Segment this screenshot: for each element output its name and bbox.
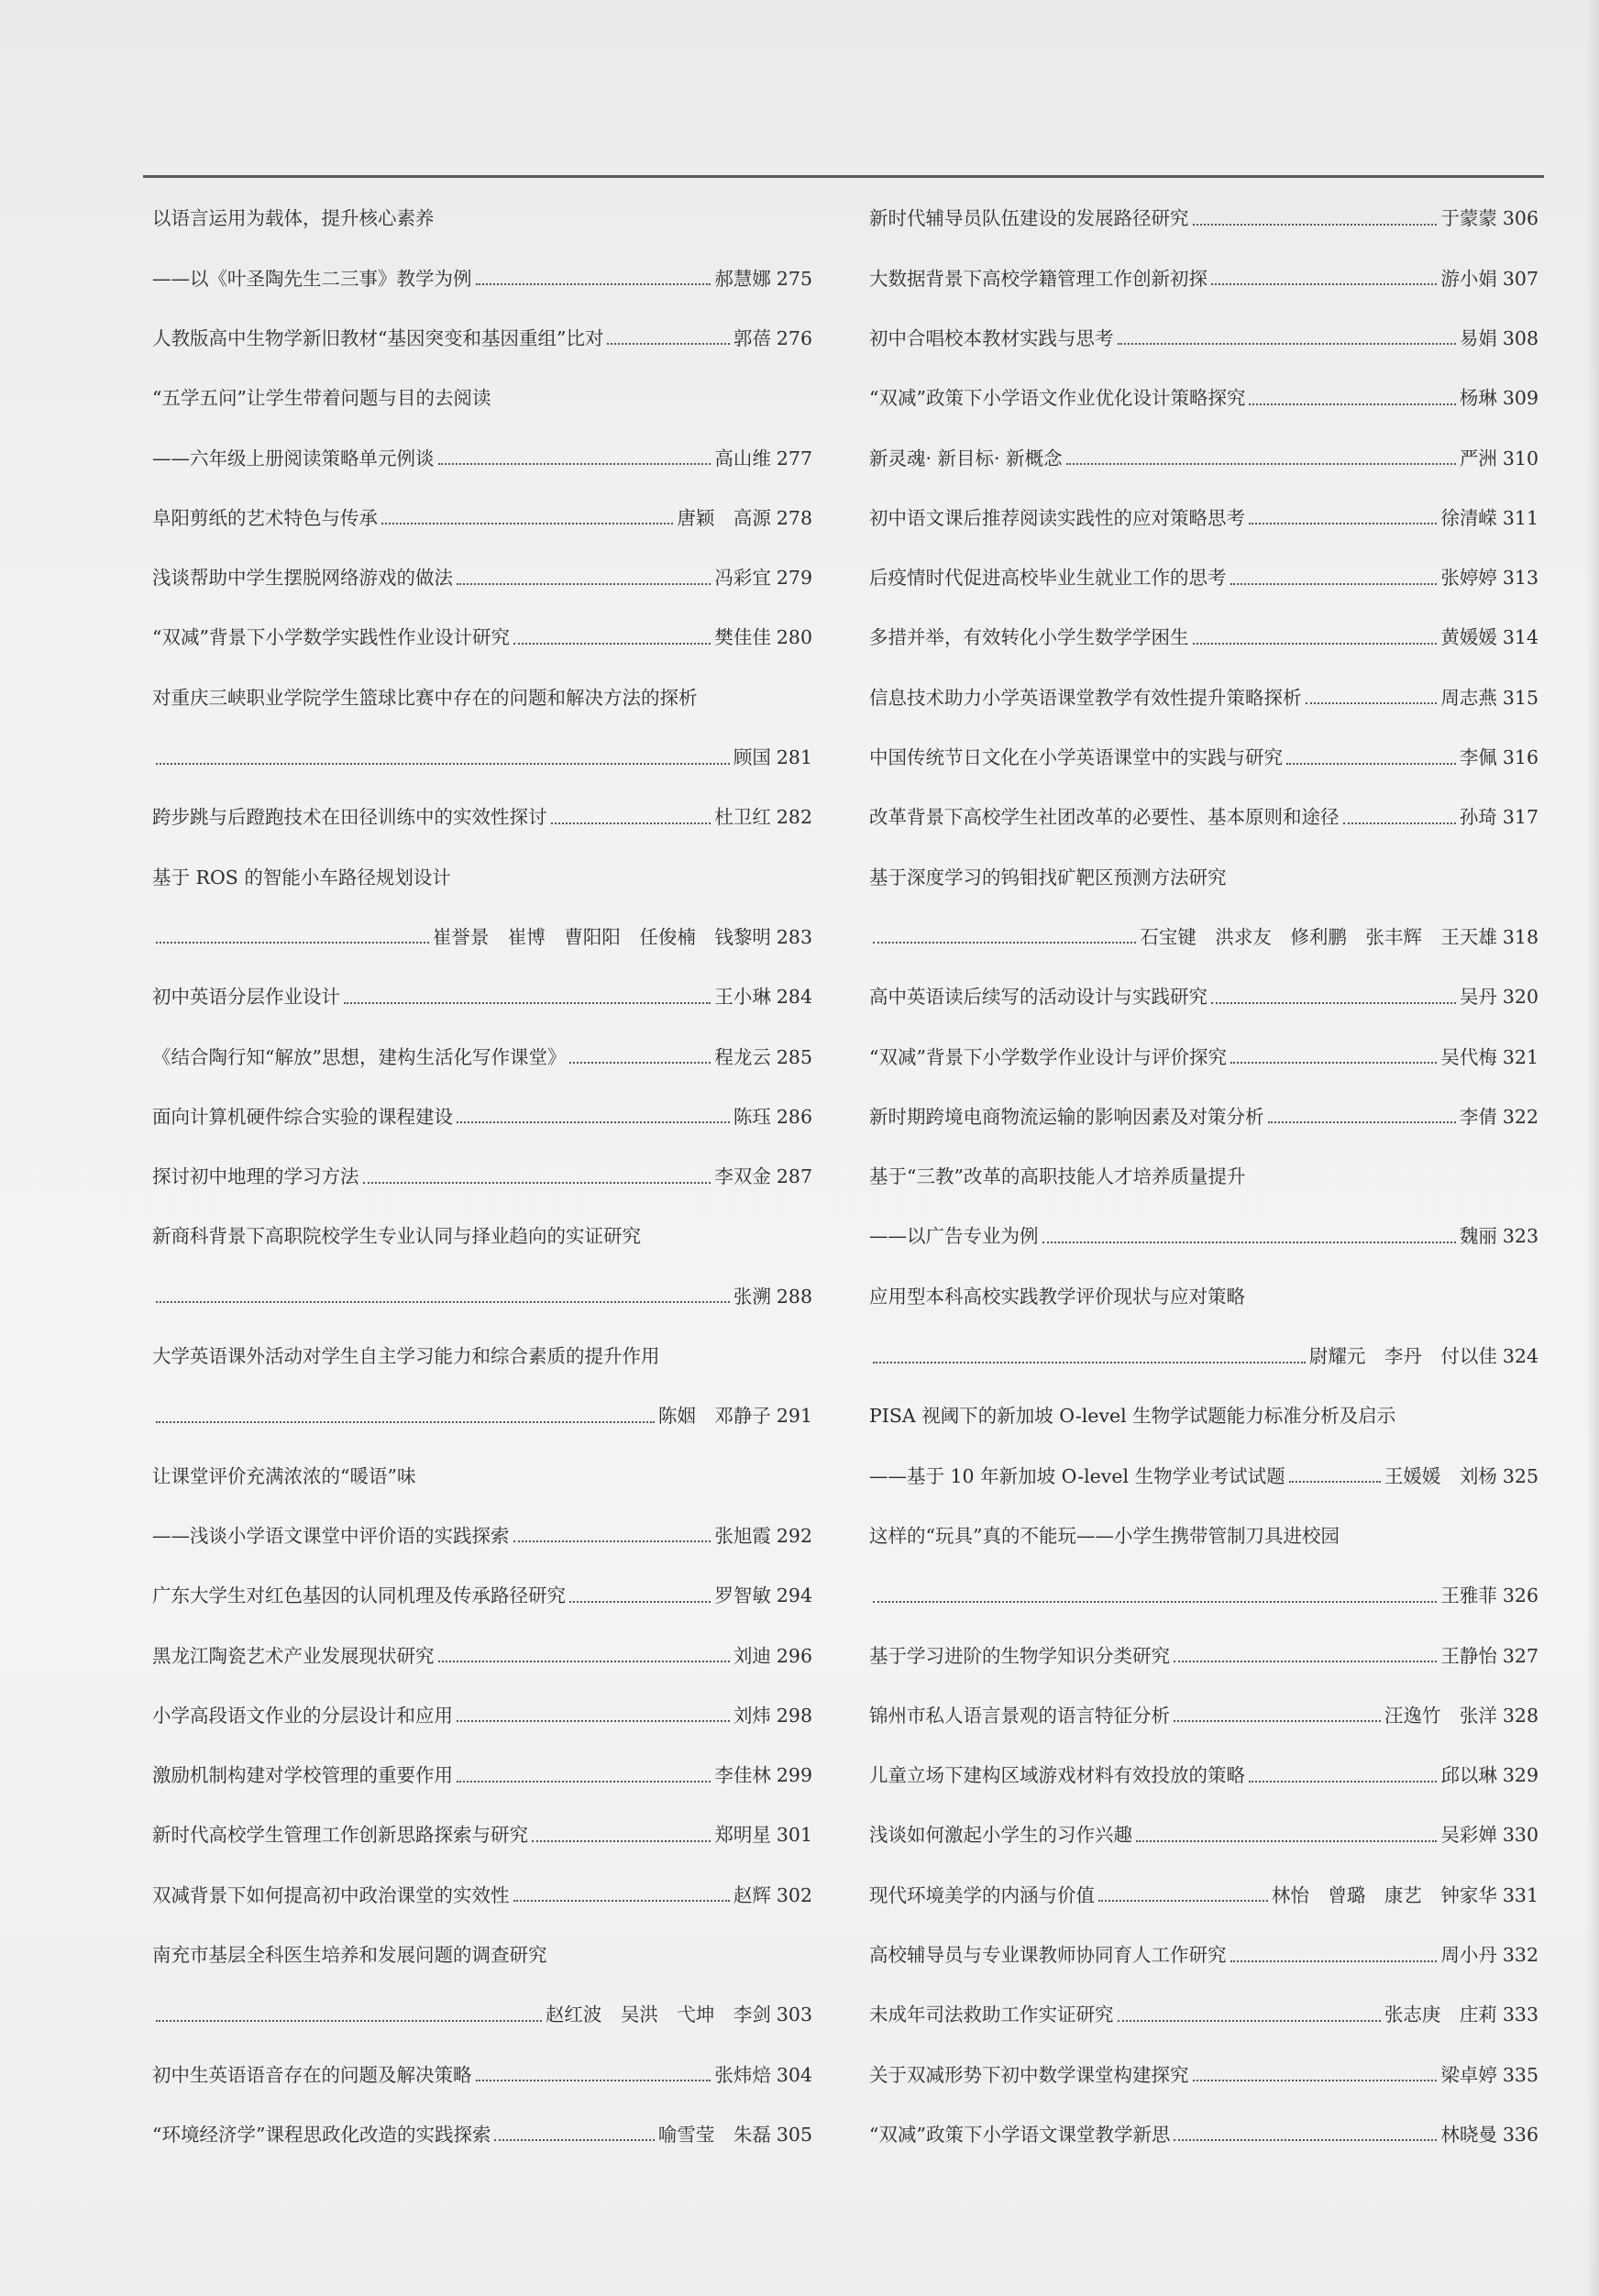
page-number: 336: [1502, 2123, 1538, 2146]
article-author: 顾国: [733, 746, 771, 769]
toc-entry: [152, 1685, 812, 1745]
article-title: 现代环境美学的内涵与价值: [869, 1883, 1095, 1906]
dot-leader: [156, 748, 730, 767]
article-title: 大学英语课外活动对学生自主学习能力和综合素质的提升作用: [152, 1345, 660, 1368]
dot-leader: [156, 1287, 730, 1307]
article-author: 张炜焙: [714, 2063, 771, 2086]
dot-leader: [1211, 988, 1456, 1007]
article-author: 张志庚 庄莉: [1384, 2003, 1497, 2026]
page-number: 283: [776, 925, 812, 948]
page-number: 329: [1502, 1764, 1538, 1787]
article-title: 这样的“玩具”真的不能玩——小学生携带管制刀具进校园: [869, 1524, 1340, 1547]
subtitle-dash: ——: [152, 1524, 190, 1547]
article-author: 王媛媛 刘杨: [1384, 1464, 1497, 1487]
dot-leader: [344, 988, 711, 1007]
page-number: 325: [1502, 1464, 1538, 1487]
article-title: 大数据背景下高校学籍管理工作创新初探: [869, 267, 1208, 290]
toc-entry: [869, 608, 1538, 668]
article-author: 郝慧娜: [714, 267, 771, 290]
page-number: 321: [1502, 1045, 1538, 1068]
article-author: 吴丹: [1459, 986, 1497, 1009]
dot-leader: [156, 928, 429, 947]
toc-entry: [869, 668, 1538, 727]
page-number: 281: [776, 746, 812, 769]
article-title: 阜阳剪纸的艺术特色与传承: [152, 506, 378, 529]
article-author: 王雅菲: [1440, 1584, 1497, 1607]
article-author: 孙琦: [1459, 806, 1497, 829]
article-title: 双减背景下如何提高初中政治课堂的实效性: [152, 1883, 510, 1906]
page-number: 323: [1502, 1225, 1538, 1248]
page-number: 288: [776, 1285, 812, 1308]
toc-heading-line: [152, 1327, 812, 1386]
toc-entry: [152, 248, 812, 308]
dot-leader: [1193, 628, 1438, 647]
article-title: 高校辅导员与专业课教师协同育人工作研究: [869, 1944, 1227, 1966]
page-number: 302: [776, 1883, 812, 1906]
article-author: 郑明星: [714, 1824, 771, 1847]
subtitle-dash: ——: [869, 1464, 907, 1487]
page-number: 284: [776, 986, 812, 1009]
dot-leader: [457, 1706, 730, 1726]
page-number: 291: [776, 1405, 812, 1428]
dot-leader: [1174, 1706, 1381, 1726]
dot-leader: [457, 1766, 711, 1785]
toc-heading-line: [152, 1926, 812, 1985]
page-number: 332: [1502, 1944, 1538, 1966]
page-number: 286: [776, 1105, 812, 1128]
dot-leader: [1174, 1647, 1437, 1666]
article-author: 尉耀元 李丹 付以佳: [1308, 1345, 1497, 1368]
page-number: 277: [776, 447, 812, 469]
article-author: 黄媛媛: [1440, 626, 1497, 649]
toc-entry: [869, 1746, 1538, 1805]
toc-heading-line: [869, 847, 1538, 907]
article-title: “五学五问”让学生带着问题与目的去阅读: [152, 387, 491, 410]
toc-heading-line: [152, 1207, 812, 1266]
article-title: 跨步跳与后蹬跑技术在田径训练中的实效性探讨: [152, 806, 547, 829]
dot-leader: [607, 329, 729, 348]
toc-entry: [152, 2105, 812, 2165]
article-title: 儿童立场下建构区域游戏材料有效投放的策略: [869, 1764, 1245, 1787]
article-author: 徐清嵘: [1440, 506, 1497, 529]
dot-leader: [873, 928, 1136, 947]
article-author: 李佳林: [714, 1764, 771, 1787]
subtitle-dash: ——: [152, 447, 190, 469]
toc-entry: [152, 1566, 812, 1626]
article-author: 严洲: [1459, 447, 1497, 469]
dot-leader: [494, 2125, 654, 2145]
dot-leader: [1230, 1048, 1437, 1067]
toc-entry: [869, 1805, 1538, 1865]
dot-leader: [1249, 509, 1437, 528]
article-title: “双减”政策下小学语文课堂教学新思: [869, 2123, 1171, 2146]
article-title: 以语言运用为载体，提升核心素养: [152, 207, 435, 230]
article-title: 新灵魂· 新目标· 新概念: [869, 447, 1063, 469]
dot-leader: [1306, 689, 1438, 708]
dot-leader: [1042, 1227, 1456, 1246]
article-author: 崔誉景 崔博 曹阳阳 任俊楠 钱黎明: [432, 925, 771, 948]
toc-entry: [869, 2105, 1538, 2165]
article-title: 基于“三教”改革的高职技能人才培养质量提升: [869, 1165, 1246, 1188]
dot-leader: [381, 509, 673, 528]
article-title: PISA 视阈下的新加坡 O-level 生物学试题能力标准分析及启示: [869, 1405, 1396, 1428]
toc-entry: [869, 1087, 1538, 1146]
toc-heading-line: [152, 1446, 812, 1506]
page-number: 324: [1502, 1345, 1538, 1368]
article-title: 浅谈帮助中学生摆脱网络游戏的做法: [152, 567, 453, 590]
dot-leader: [1136, 1826, 1437, 1845]
page-number: 314: [1502, 626, 1538, 649]
page-number: 276: [776, 326, 812, 349]
page-number: 308: [1502, 326, 1538, 349]
dot-leader: [569, 1586, 711, 1606]
dot-leader: [1211, 270, 1437, 289]
toc-entry: [152, 548, 812, 608]
dot-leader: [438, 449, 711, 469]
page-number: 306: [1502, 207, 1538, 230]
toc-entry: [869, 488, 1538, 547]
toc-entry: [152, 1746, 812, 1805]
dot-leader: [873, 1586, 1437, 1606]
article-title: 浅谈如何激起小学生的习作兴趣: [869, 1824, 1132, 1847]
article-author: 樊佳佳: [714, 626, 771, 649]
toc-heading-line: [152, 847, 812, 907]
page-number: 331: [1502, 1883, 1538, 1906]
article-author: 刘炜: [733, 1704, 771, 1727]
article-title: 信息技术助力小学英语课堂教学有效性提升策略探析: [869, 686, 1302, 709]
toc-entry: [152, 488, 812, 547]
dot-leader: [513, 628, 711, 647]
dot-leader: [1174, 2125, 1437, 2145]
article-author: 李佩: [1459, 746, 1497, 769]
article-author: 张溯: [733, 1285, 771, 1308]
dot-leader: [1118, 2005, 1381, 2025]
toc-entry: [152, 728, 812, 788]
page-number: 315: [1502, 686, 1538, 709]
page-number: 322: [1502, 1105, 1538, 1128]
toc-entry: [869, 788, 1538, 847]
toc-entry: [152, 1805, 812, 1865]
article-author: 喻雪莹 朱磊: [657, 2123, 771, 2146]
toc-entry: [869, 248, 1538, 308]
article-author: 周小丹: [1440, 1944, 1497, 1966]
toc-entry: [152, 1087, 812, 1146]
toc-heading-line: [869, 1386, 1538, 1446]
dot-leader: [156, 2005, 542, 2025]
dot-leader: [457, 1108, 730, 1127]
page-number: 318: [1502, 925, 1538, 948]
toc-entry: [869, 1685, 1538, 1745]
dot-leader: [1230, 568, 1438, 588]
article-author: 张婷婷: [1440, 567, 1497, 590]
dot-leader: [1118, 329, 1456, 348]
article-title: 多措并举，有效转化小学生数学学困生: [869, 626, 1189, 649]
toc-entry: [152, 1626, 812, 1685]
toc-entry: [152, 908, 812, 967]
article-title: 基于深度学习的钨钼找矿靶区预测方法研究: [869, 866, 1227, 889]
page-number: 285: [776, 1045, 812, 1068]
page-number: 278: [776, 506, 812, 529]
article-title: 让课堂评价充满浓浓的“暖语”味: [152, 1464, 416, 1487]
article-title: 对重庆三峡职业学院学生篮球比赛中存在的问题和解决方法的探析: [152, 686, 698, 709]
toc-entry: [869, 1446, 1538, 1506]
article-author: 汪逸竹 张洋: [1384, 1704, 1497, 1727]
article-author: 于蒙蒙: [1440, 207, 1497, 230]
article-author: 陈姻 邓静子: [657, 1405, 771, 1428]
dot-leader: [363, 1167, 711, 1187]
article-author: 林怡 曾璐 康艺 钟家华: [1271, 1883, 1497, 1906]
toc-entry: [869, 1926, 1538, 1985]
toc-entry: [152, 967, 812, 1027]
article-title: 锦州市私人语言景观的语言特征分析: [869, 1704, 1170, 1727]
toc-entry: [869, 1626, 1538, 1685]
dot-leader: [873, 1347, 1306, 1366]
toc-entry: [869, 548, 1538, 608]
page-number: 333: [1502, 2003, 1538, 2026]
toc-entry: [152, 608, 812, 668]
article-title: 面向计算机硬件综合实验的课程建设: [152, 1105, 453, 1128]
dot-leader: [457, 568, 711, 588]
dot-leader: [1098, 1886, 1268, 1905]
article-author: 邱以琳: [1440, 1764, 1497, 1787]
article-author: 易娟: [1459, 326, 1497, 349]
toc-entry: [152, 2045, 812, 2104]
dot-leader: [1193, 2066, 1438, 2085]
page-number: 327: [1502, 1644, 1538, 1667]
article-title: 广东大学生对红色基因的认同机理及传承路径研究: [152, 1584, 566, 1607]
page-number: 317: [1502, 806, 1538, 829]
article-title: 黑龙江陶瓷艺术产业发展现状研究: [152, 1644, 435, 1667]
dot-leader: [438, 1647, 730, 1666]
toc-entry: [152, 1507, 812, 1566]
article-author: 高山维: [714, 447, 771, 469]
page-number: 320: [1502, 986, 1538, 1009]
article-title: 应用型本科高校实践教学评价现状与应对策略: [869, 1285, 1245, 1308]
toc-heading-line: [152, 668, 812, 727]
page-number: 330: [1502, 1824, 1538, 1847]
article-title: 关于双减形势下初中数学课堂构建探究: [869, 2063, 1189, 2086]
article-title: “环境经济学”课程思政化改造的实践探索: [152, 2123, 491, 2146]
toc-entry: [152, 788, 812, 847]
dot-leader: [513, 1527, 711, 1546]
page-number: 301: [776, 1824, 812, 1847]
toc-entry: [869, 1566, 1538, 1626]
article-title: 初中英语分层作业设计: [152, 986, 340, 1009]
toc-entry: [869, 189, 1538, 248]
article-subtitle: 六年级上册阅读策略单元例谈: [190, 447, 435, 469]
article-title: 新时期跨境电商物流运输的影响因素及对策分析: [869, 1105, 1264, 1128]
article-author: 张旭霞: [714, 1524, 771, 1547]
article-title: “双减”背景下小学数学作业设计与评价探究: [869, 1045, 1227, 1068]
subtitle-dash: ——: [152, 267, 190, 290]
article-author: 杨琳: [1459, 387, 1497, 410]
page-number: 311: [1502, 506, 1538, 529]
page-number: 287: [776, 1165, 812, 1188]
toc-entry: [869, 1207, 1538, 1266]
toc-entry: [869, 309, 1538, 369]
toc-heading-line: [869, 1507, 1538, 1566]
page-number: 296: [776, 1644, 812, 1667]
article-title: 后疫情时代促进高校毕业生就业工作的思考: [869, 567, 1227, 590]
page-number: 275: [776, 267, 812, 290]
dot-leader: [1066, 449, 1456, 469]
toc-right-column: [869, 189, 1538, 2165]
toc-entry: [869, 369, 1538, 428]
article-subtitle: 浅谈小学语文课堂中评价语的实践探索: [190, 1524, 510, 1547]
article-title: 基于学习进阶的生物学知识分类研究: [869, 1644, 1170, 1667]
dot-leader: [1249, 1766, 1437, 1785]
article-author: 吴代梅: [1440, 1045, 1497, 1068]
dot-leader: [1286, 748, 1456, 767]
article-title: 人教版高中生物学新旧教材“基因突变和基因重组”比对: [152, 326, 604, 349]
page-number: 305: [776, 2123, 812, 2146]
toc-left-column: [152, 189, 812, 2165]
article-title: 新时代高校学生管理工作创新思路探索与研究: [152, 1824, 528, 1847]
dot-leader: [476, 270, 711, 289]
dot-leader: [513, 1886, 730, 1905]
page-number: 292: [776, 1524, 812, 1547]
page-number: 298: [776, 1704, 812, 1727]
dot-leader: [1249, 389, 1455, 408]
toc-entry: [152, 1147, 812, 1207]
page-number: 326: [1502, 1584, 1538, 1607]
toc-heading-line: [869, 1147, 1538, 1207]
toc-entry: [869, 908, 1538, 967]
dot-leader: [1343, 808, 1456, 827]
dot-leader: [156, 1407, 655, 1426]
article-author: 郭蓓: [733, 326, 771, 349]
toc-entry: [152, 1386, 812, 1446]
toc-entry: [869, 1865, 1538, 1925]
article-author: 王静怡: [1440, 1644, 1497, 1667]
article-title: “双减”背景下小学数学实践性作业设计研究: [152, 626, 510, 649]
dot-leader: [1193, 209, 1438, 228]
toc-entry: [152, 1985, 812, 2045]
page-number: 299: [776, 1764, 812, 1787]
page-number: 328: [1502, 1704, 1538, 1727]
article-author: 程龙云: [714, 1045, 771, 1068]
article-title: 探讨初中地理的学习方法: [152, 1165, 359, 1188]
article-title: 改革背景下高校学生社团改革的必要性、基本原则和途径: [869, 806, 1340, 829]
article-title: 中国传统节日文化在小学英语课堂中的实践与研究: [869, 746, 1283, 769]
article-subtitle: 以广告专业为例: [907, 1225, 1039, 1248]
toc-entry: [869, 1327, 1538, 1386]
page-number: 279: [776, 567, 812, 590]
article-subtitle: 基于 10 年新加坡 O-level 生物学业考试试题: [907, 1464, 1285, 1487]
article-title: 新商科背景下高职院校学生专业认同与择业趋向的实证研究: [152, 1225, 641, 1248]
page-number: 307: [1502, 267, 1538, 290]
toc-heading-line: [869, 1266, 1538, 1326]
page-number: 313: [1502, 567, 1538, 590]
page-number: 316: [1502, 746, 1538, 769]
toc-entry: [869, 728, 1538, 788]
toc-entry: [152, 1865, 812, 1925]
dot-leader: [1268, 1108, 1456, 1127]
article-author: 梁卓婷: [1440, 2063, 1497, 2086]
dot-leader: [1230, 1946, 1438, 1965]
toc-entry: [869, 967, 1538, 1027]
article-title: 激励机制构建对学校管理的重要作用: [152, 1764, 453, 1787]
page-number: 335: [1502, 2063, 1538, 2086]
article-author: 林晓曼: [1440, 2123, 1497, 2146]
article-author: 吴彩婵: [1440, 1824, 1497, 1847]
toc-entry: [869, 1985, 1538, 2045]
article-title: 高中英语读后续写的活动设计与实践研究: [869, 986, 1208, 1009]
article-author: 周志燕: [1440, 686, 1497, 709]
toc-entry: [869, 2045, 1538, 2104]
article-title: 小学高段语文作业的分层设计和应用: [152, 1704, 453, 1727]
dot-leader: [551, 808, 711, 827]
article-author: 石宝键 洪求友 修利鹏 张丰辉 王天雄: [1140, 925, 1497, 948]
page-number: 303: [776, 2003, 812, 2026]
article-title: 初中合唱校本教材实践与思考: [869, 326, 1114, 349]
dot-leader: [532, 1826, 711, 1845]
article-title: 初中语文课后推荐阅读实践性的应对策略思考: [869, 506, 1245, 529]
toc-entry: [152, 1027, 812, 1087]
article-author: 王小琳: [714, 986, 771, 1009]
article-title: “双减”政策下小学语文作业优化设计策略探究: [869, 387, 1246, 410]
article-title: 初中生英语语音存在的问题及解决策略: [152, 2063, 472, 2086]
article-author: 杜卫红: [714, 806, 771, 829]
article-title: 基于 ROS 的智能小车路径规划设计: [152, 866, 451, 889]
article-author: 罗智敏: [714, 1584, 771, 1607]
article-author: 冯彩宜: [714, 567, 771, 590]
article-subtitle: 以《叶圣陶先生二三事》教学为例: [190, 267, 472, 290]
article-author: 魏丽: [1459, 1225, 1497, 1248]
toc-entry: [869, 1027, 1538, 1087]
toc-entry: [152, 428, 812, 488]
subtitle-dash: ——: [869, 1225, 907, 1248]
toc-entry: [869, 428, 1538, 488]
article-title: 《结合陶行知“解放”思想，建构生活化写作课堂》: [152, 1045, 567, 1068]
dot-leader: [569, 1048, 711, 1067]
article-author: 刘迪: [733, 1644, 771, 1667]
article-author: 游小娟: [1440, 267, 1497, 290]
article-author: 唐颖 高源: [677, 506, 771, 529]
page-edge-shadow: [1586, 0, 1599, 2296]
toc-heading-line: [152, 369, 812, 428]
article-author: 陈珏: [733, 1105, 771, 1128]
toc-heading-line: [152, 189, 812, 248]
top-rule: [143, 175, 1544, 178]
article-author: 赵辉: [733, 1883, 771, 1906]
article-author: 赵红波 吴洪 弋坤 李剑: [545, 2003, 771, 2026]
page-number: 294: [776, 1584, 812, 1607]
dot-leader: [476, 2066, 711, 2085]
dot-leader: [1289, 1467, 1381, 1486]
toc-entry: [152, 1266, 812, 1326]
article-title: 南充市基层全科医生培养和发展问题的调查研究: [152, 1944, 547, 1966]
article-title: 新时代辅导员队伍建设的发展路径研究: [869, 207, 1189, 230]
page-number: 282: [776, 806, 812, 829]
article-author: 李倩: [1459, 1105, 1497, 1128]
article-title: 未成年司法救助工作实证研究: [869, 2003, 1114, 2026]
page-number: 304: [776, 2063, 812, 2086]
page-number: 280: [776, 626, 812, 649]
toc-entry: [152, 309, 812, 369]
page-number: 310: [1502, 447, 1538, 469]
article-author: 李双金: [714, 1165, 771, 1188]
page-number: 309: [1502, 387, 1538, 410]
